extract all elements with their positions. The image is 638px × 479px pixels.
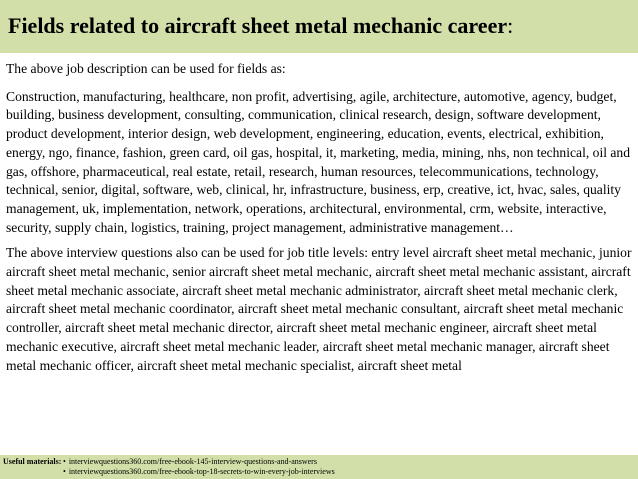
useful-materials-label: Useful materials: bbox=[3, 457, 62, 466]
footer-link-2[interactable]: interviewquestions360.com/free-ebook-top-18-secrets-to-win-every-job-interviews bbox=[68, 467, 335, 476]
footer-label-spacer bbox=[3, 467, 63, 477]
fields-list-text: Construction, manufacturing, healthcare, non profit, advertising, agile, architecture, automotive, agency, budget, building, business development, consulting, communication, clinical research, design, software development, product development, interior design, web development, engineering, education, events, electrical, exhibition, energy, ngo, finance, fashion, green card, oil gas, hospital, it, marketing, media, mining, nhs, non technical, oil and gas, offshore, pharmaceutical, real estate, retail, research, human resources, telecommunications, technology, technical, senior, digital, software, web, clinical, hr, infrastructure, business, erp, creative, ict, hvac, sales, quality management, uk, implementation, network, operations, architectural, environmental, crm, website, interactive, security, supply chain, logistics, training, project management, administrative management… bbox=[6, 88, 631, 235]
bullet-icon: • bbox=[63, 467, 66, 476]
bullet-icon: • bbox=[63, 457, 66, 466]
page-title: Fields related to aircraft sheet metal mechanic career bbox=[8, 13, 508, 38]
title-colon: : bbox=[507, 13, 514, 38]
job-levels-text: The above interview questions also can be used for job title levels: entry level aircraft sheet metal mechanic, junior aircraft sheet metal mechanic, senior aircraft sheet metal mechanic, aircraft sheet metal mechanic assistant, aircraft sheet metal mechanic associate, aircraft sheet metal mechanic administrator, aircraft sheet metal mechanic clerk, aircraft sheet metal mechanic coordinator, aircraft sheet metal mechanic consultant, aircraft sheet metal mechanic controller, aircraft sheet metal mechanic director, aircraft sheet metal mechanic engineer, aircraft sheet metal mechanic executive, aircraft sheet metal mechanic leader, aircraft sheet metal mechanic manager, aircraft sheet metal mechanic officer, aircraft sheet metal mechanic specialist, aircraft sheet metal bbox=[6, 245, 632, 373]
intro-text: The above job description can be used for fields as: bbox=[6, 61, 286, 76]
footer-bar bbox=[0, 455, 638, 479]
title-bar bbox=[0, 0, 638, 53]
footer-row-2 bbox=[3, 467, 638, 477]
footer-link-1[interactable]: interviewquestions360.com/free-ebook-145-interview-questions-and-answers bbox=[68, 457, 317, 466]
footer-row-1 bbox=[3, 457, 638, 467]
content-body bbox=[6, 60, 634, 375]
